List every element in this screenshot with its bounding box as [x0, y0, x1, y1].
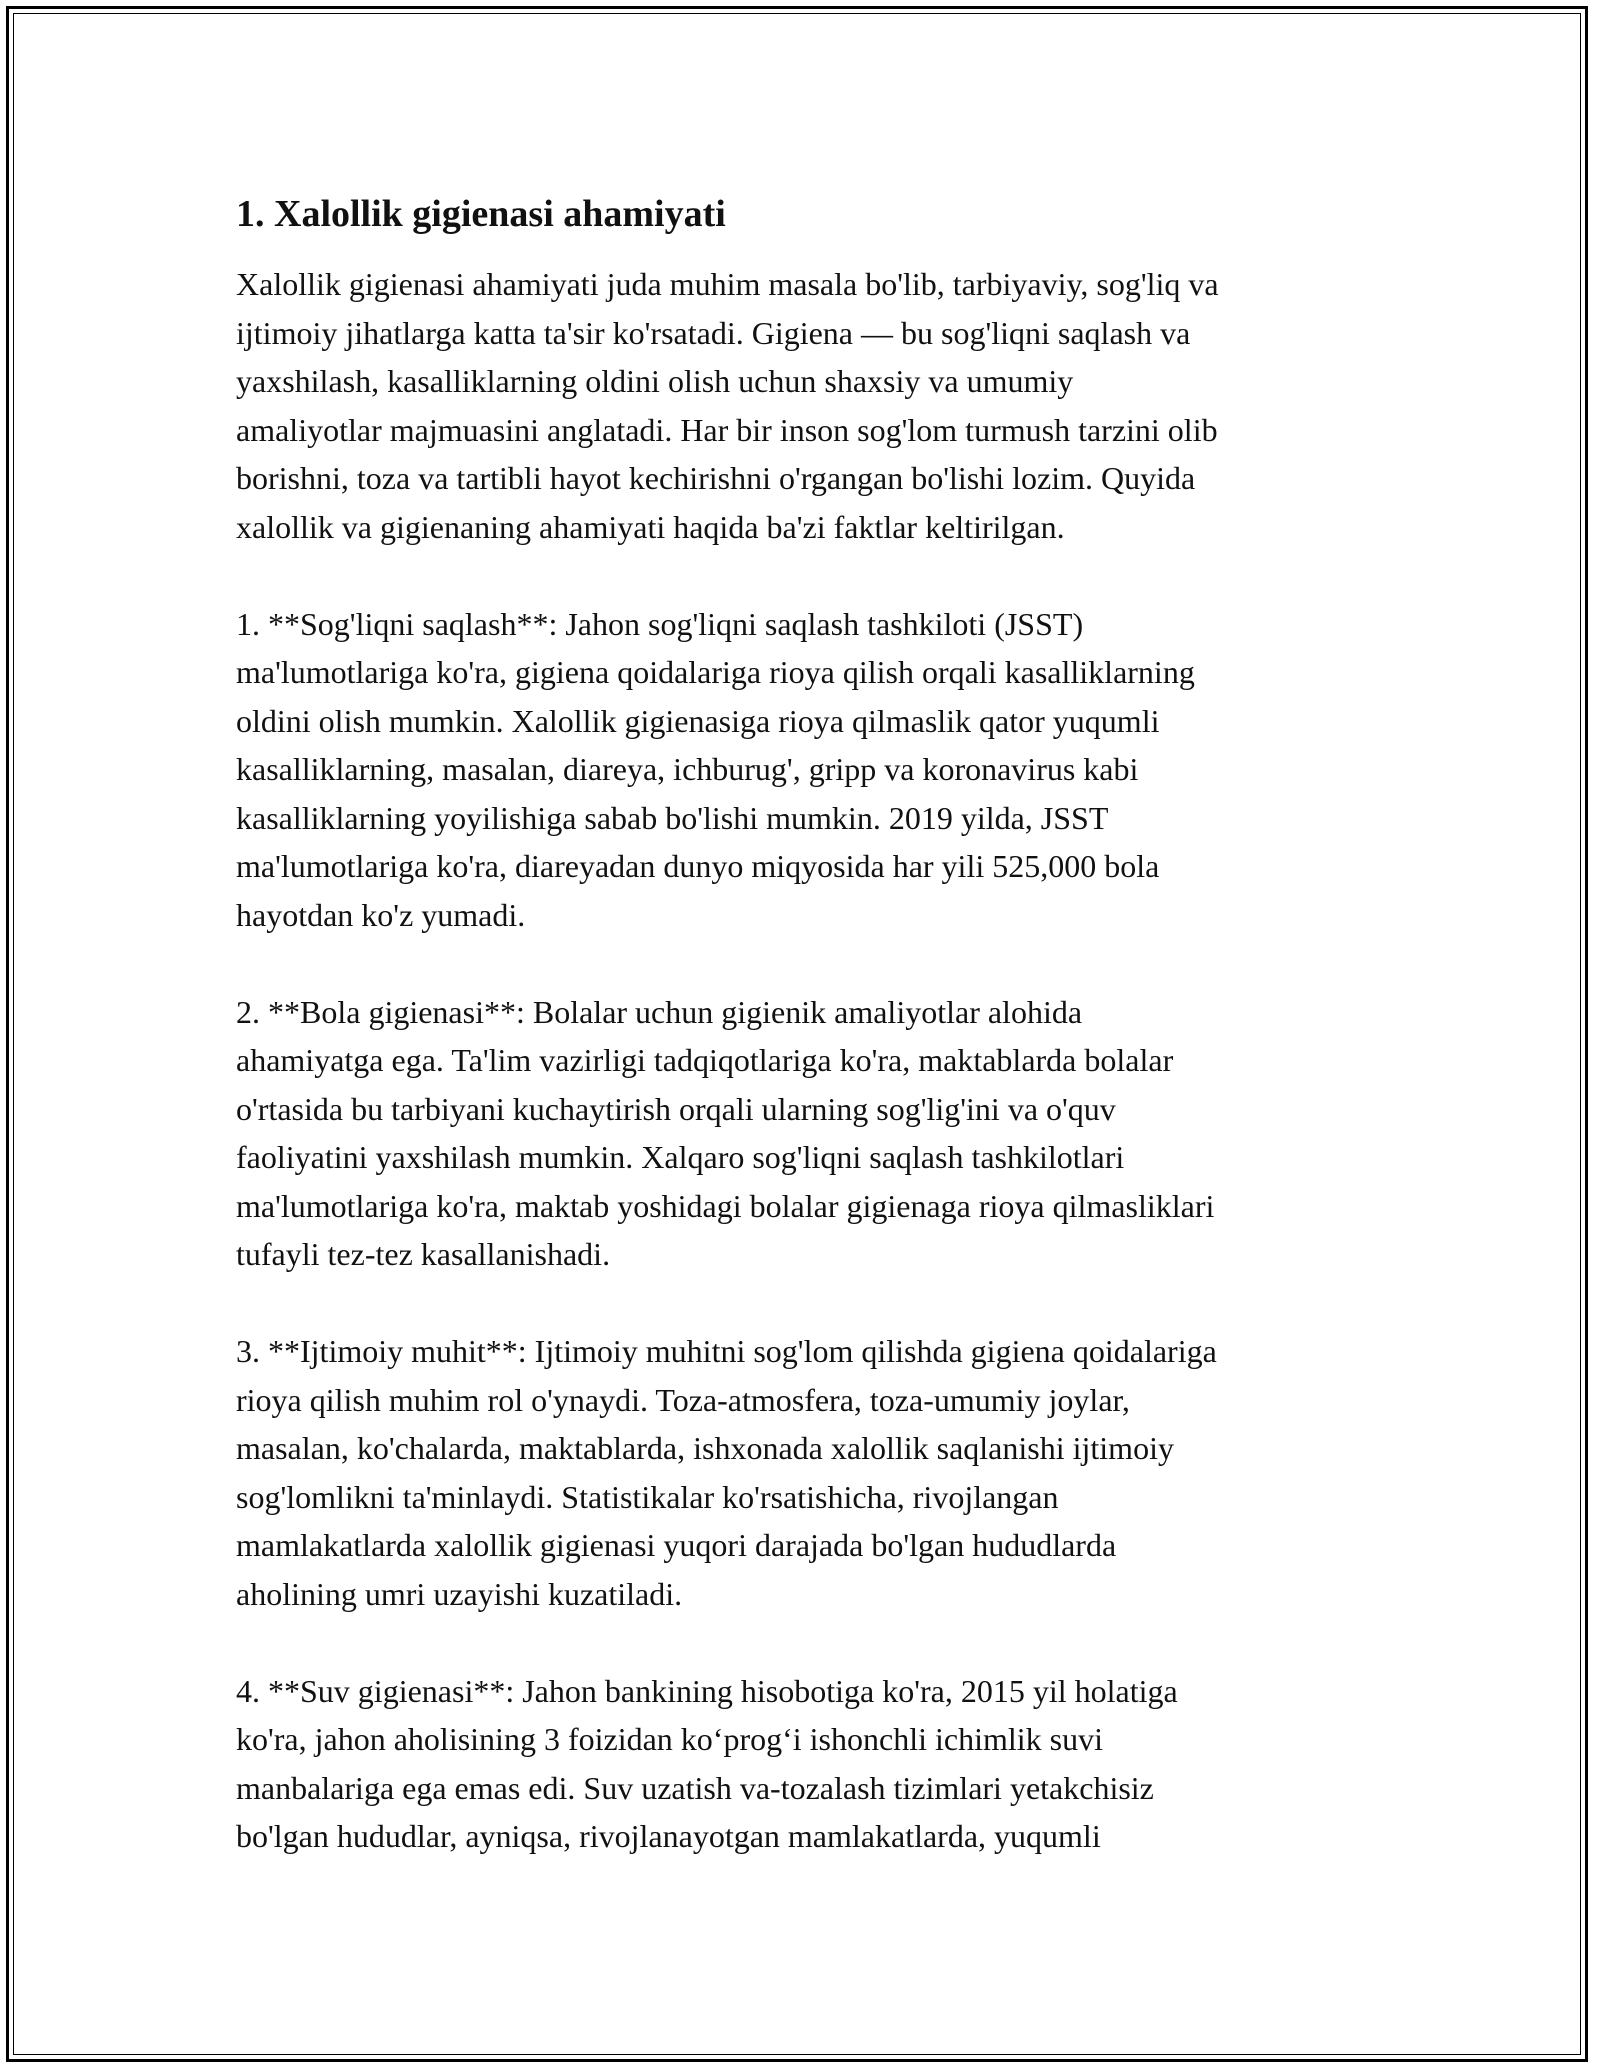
paragraph-health [236, 600, 1386, 940]
text-line: hayotdan ko'z yumadi. [236, 896, 526, 933]
text-line: kasalliklarning yoyilishiga sabab bo'lishi mumkin. 2019 yilda, JSST [236, 799, 1109, 836]
paragraph-water-hygiene [236, 1667, 1386, 1861]
text-line: yaxshilash, kasalliklarning oldini olish uchun shaxsiy va umumiy [236, 363, 1074, 399]
text-line: ijtimoiy jihatlarga katta ta'sir ko'rsatadi. Gigiena — bu sog'liqni saqlash va [236, 314, 1191, 351]
text-line: manbalariga ega emas edi. Suv uzatish va-tozalash tizimlari yetakchisiz [236, 1769, 1154, 1806]
paragraph-social-environment [236, 1327, 1386, 1618]
text-line: mamlakatlarda xalollik gigienasi yuqori darajada bo'lgan hududlarda [236, 1527, 1117, 1563]
text-line: ma'lumotlariga ko'ra, gigiena qoidalariga rioya qilish orqali kasalliklarning [236, 654, 1195, 690]
text-line: oldini olish mumkin. Xalollik gigienasiga rioya qilmaslik qator yuqumli [236, 702, 1160, 739]
text-line: tufayli tez-tez kasallanishadi. [236, 1236, 611, 1272]
text-line: ma'lumotlariga ko'ra, maktab yoshidagi bolalar gigienaga rioya qilmasliklari [236, 1187, 1215, 1224]
text-line: 2. **Bola gigienasi**: Bolalar uchun gigienik amaliyotlar alohida [236, 993, 1083, 1030]
text-line: 3. **Ijtimoiy muhit**: Ijtimoiy muhitni sog'lom qilishda gigiena qoidalariga [236, 1333, 1217, 1369]
document-title: 1. Xalollik gigienasi ahamiyati [236, 193, 726, 235]
text-line: xalollik va gigienaning ahamiyati haqida ba'zi faktlar keltirilgan. [236, 508, 1065, 545]
text-line: ko'ra, jahon aholisining 3 foizidan ko‘prog‘i ishonchli ichimlik suvi [236, 1721, 1103, 1757]
text-line: amaliyotlar majmuasini anglatadi. Har bir inson sog'lom turmush tarzini olib [236, 411, 1218, 448]
text-line: sog'lomlikni ta'minlaydi. Statistikalar ko'rsatishicha, rivojlangan [236, 1478, 1059, 1515]
text-line: kasalliklarning, masalan, diareya, ichburug', gripp va koronavirus kabi [236, 751, 1139, 787]
text-line: o'rtasida bu tarbiyani kuchaytirish orqali ularning sog'lig'ini va o'quv [236, 1090, 1116, 1127]
text-line: 4. **Suv gigienasi**: Jahon bankining hisobotiga ko'ra, 2015 yil holatiga [236, 1672, 1178, 1709]
text-line: borishni, toza va tartibli hayot kechirishni o'rgangan bo'lishi lozim. Quyida [236, 460, 1196, 496]
text-line: rioya qilish muhim rol o'ynaydi. Toza-atmosfera, toza-umumiy joylar, [236, 1381, 1130, 1418]
text-line: aholining umri uzayishi kuzatiladi. [236, 1575, 683, 1612]
paragraph-intro [236, 260, 1386, 551]
text-line: 1. **Sog'liqni saqlash**: Jahon sog'liqni saqlash tashkiloti (JSST) [236, 605, 1084, 642]
text-line: Xalollik gigienasi ahamiyati juda muhim masala bo'lib, tarbiyaviy, sog'liq va [236, 266, 1219, 302]
text-line: ahamiyatga ega. Ta'lim vazirligi tadqiqotlariga ko'ra, maktablarda bolalar [236, 1042, 1174, 1078]
paragraph-child-hygiene [236, 988, 1386, 1279]
document-body [236, 190, 1386, 1909]
text-line: ma'lumotlariga ko'ra, diareyadan dunyo miqyosida har yili 525,000 bola [236, 848, 1160, 884]
text-line: faoliyatini yaxshilash mumkin. Xalqaro sog'liqni saqlash tashkilotlari [236, 1139, 1125, 1175]
text-line: bo'lgan hududlar, ayniqsa, rivojlanayotgan mamlakatlarda, yuqumli [236, 1818, 1101, 1854]
text-line: masalan, ko'chalarda, maktablarda, ishxonada xalollik saqlanishi ijtimoiy [236, 1430, 1174, 1466]
